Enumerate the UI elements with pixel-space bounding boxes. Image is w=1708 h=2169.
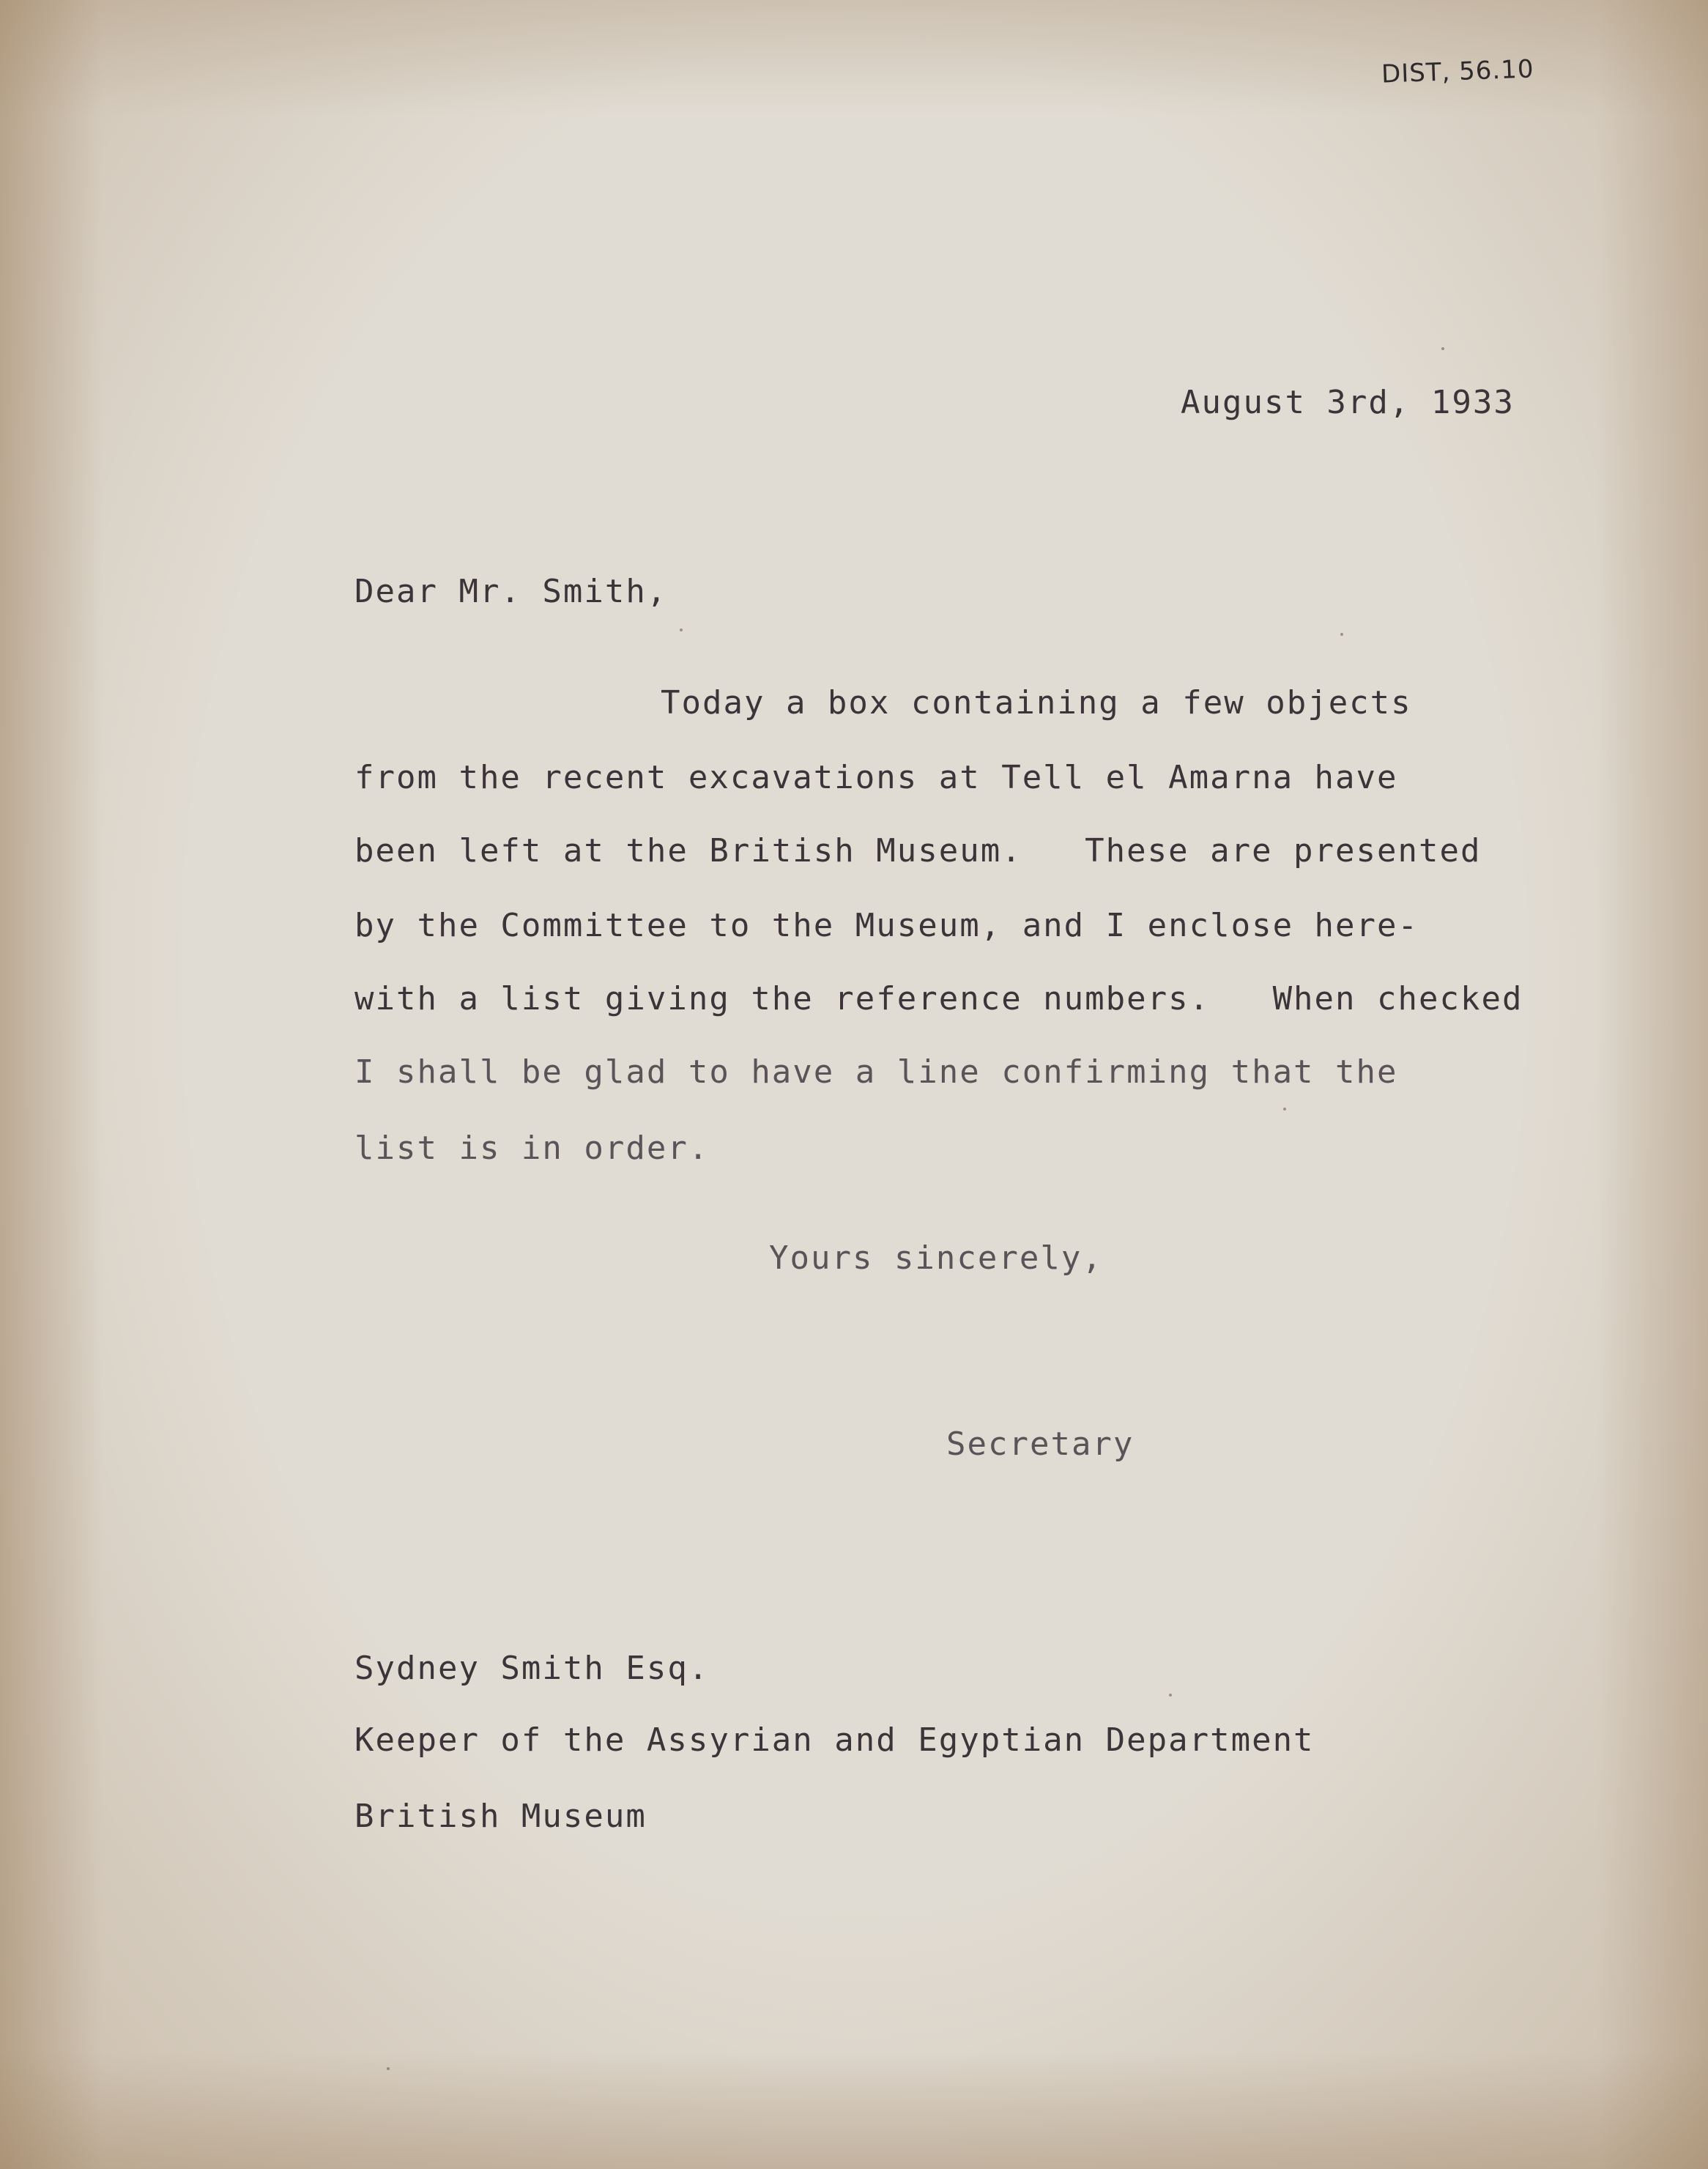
signature-title: Secretary [946, 1425, 1135, 1463]
date-line: August 3rd, 1933 [1181, 384, 1515, 421]
body-line: from the recent excavations at Tell el Amarna have [354, 759, 1398, 796]
paper-speck [1340, 633, 1343, 636]
address-line: Keeper of the Assyrian and Egyptian Department [354, 1721, 1315, 1759]
paper-speck [680, 629, 683, 631]
address-line: British Museum [354, 1798, 647, 1835]
paper-speck [387, 2067, 390, 2070]
address-line: Sydney Smith Esq. [354, 1650, 710, 1687]
body-line: been left at the British Museum. These are presented [354, 832, 1482, 870]
salutation: Dear Mr. Smith, [354, 573, 668, 610]
body-line: I shall be glad to have a line confirming that the [354, 1053, 1398, 1091]
body-line: list is in order. [354, 1130, 710, 1167]
body-line: by the Committee to the Museum, and I enclose here- [354, 907, 1419, 944]
closing: Yours sincerely, [769, 1239, 1103, 1277]
paper-speck [1283, 1108, 1286, 1111]
paper-speck [1169, 1694, 1172, 1697]
paper-speck [1441, 347, 1444, 350]
body-line: with a list giving the reference numbers. When checked [354, 980, 1523, 1017]
reference-note: DIST, 56.10 [1381, 54, 1535, 89]
body-line: Today a box containing a few objects [661, 684, 1412, 722]
